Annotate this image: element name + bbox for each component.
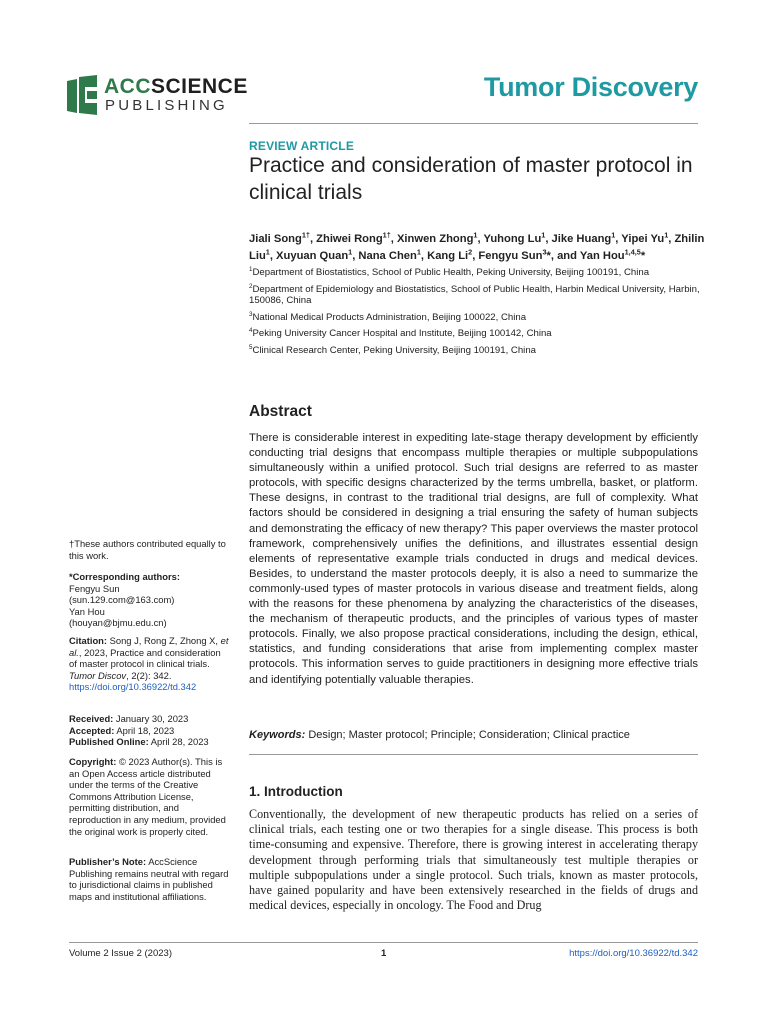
author-separator: ,: [472, 250, 479, 262]
corresponding-marker: *: [640, 250, 646, 262]
published-date: April 28, 2023: [150, 736, 209, 748]
affiliation-item: $^1$Department of Biostatistics, School of Public Health, Peking University, Beijing 100191, China: [249, 265, 650, 278]
affiliation-item: $^5$Clinical Research Center, Peking University, Beijing 100191, China: [249, 343, 536, 356]
author-name: Nana Chen: [358, 250, 417, 262]
header-divider: [249, 123, 698, 124]
corresponding-marker: *: [546, 250, 551, 262]
author-separator: ,: [309, 233, 317, 245]
author-separator: ,: [615, 233, 622, 245]
author-name: Jiali Song: [249, 233, 302, 245]
keywords-label: Keywords:: [249, 729, 306, 741]
footer-divider: [69, 942, 698, 943]
author-affiliation-marker: 3: [542, 247, 547, 257]
equal-contribution-note: †These authors contributed equally to this work.: [69, 538, 226, 561]
copyright-label: Copyright:: [69, 756, 117, 767]
accepted-date: April 18, 2023: [116, 724, 175, 736]
author-separator: ,: [390, 233, 397, 245]
introduction-body: Conventionally, the development of new therapeutic products has relied on a series of clinical trials, each testing one or two therapies for a single disease. This process is both time-consuming and expensive. Therefore, there is growing interest in accelerating therapy development through performing trials that simultaneously test multiple therapies or multiple subpopulations under a single protocol. Such trials, known as master protocols, have gained popularity and have been extensively researched in the fields of drugs and medical devices, especially in oncology. The Food and Drug: [249, 807, 698, 913]
author-separator: ,: [420, 250, 428, 262]
abstract-heading: Abstract: [249, 403, 312, 420]
citation-label: Citation:: [69, 635, 108, 646]
author-name: Kang Li: [427, 250, 469, 262]
author-separator: ,: [477, 233, 484, 245]
author-name: Yipei Yu: [621, 233, 665, 245]
publisher-note-label: Publisher’s Note:: [69, 856, 147, 867]
corresponding-authors: [69, 571, 231, 629]
author-separator: ,: [668, 233, 675, 245]
corresponding-label: *Corresponding authors:: [69, 571, 180, 582]
author-list: [249, 231, 709, 265]
author-affiliation-marker: 1: [611, 230, 616, 240]
page-number: 1: [381, 948, 387, 959]
affiliation-item: $^4$Peking University Cancer Hospital and Institute, Beijing 100142, China: [249, 326, 552, 339]
author-affiliation-marker: 1: [473, 230, 478, 240]
keywords-divider: [249, 754, 698, 755]
author-separator: ,: [269, 250, 277, 262]
citation-doi-link[interactable]: https://doi.org/10.36922/td.342: [69, 681, 197, 693]
keywords-text: Design; Master protocol; Principle; Consideration; Clinical practice: [308, 729, 630, 741]
copyright-block: Copyright: © 2023 Author(s). This is an Open Access article distributed under the terms of the Creative Commons Attribution License, permitting distribution, and reproduction in any medium, provided the original work is properly cited.: [69, 756, 226, 837]
dates-block: Received: January 30, 2023 Accepted: April 18, 2023 Published Online: April 28, 2023: [69, 713, 209, 748]
corr-line: (sun.129.com@163.com): [69, 594, 175, 606]
author-name: Fengyu Sun: [478, 250, 543, 262]
author-affiliation-marker: 1: [265, 247, 270, 257]
author-affiliation-marker: 1: [416, 247, 421, 257]
corr-line: Yan Hou: [69, 605, 105, 617]
affiliation-item: $^3$National Medical Products Administration, Beijing 100022, China: [249, 310, 527, 323]
author-affiliation-marker: 1†: [301, 230, 310, 240]
journal-title: Tumor Discovery: [483, 72, 698, 102]
author-affiliation-marker: 1: [664, 230, 669, 240]
author-affiliation-marker: 1†: [382, 230, 391, 240]
logo-wordmark-top: ACCSCIENCE: [104, 75, 248, 98]
author-separator: , and: [550, 250, 580, 262]
introduction-heading: 1. Introduction: [249, 784, 343, 799]
author-name: Xuyuan Quan: [276, 250, 349, 262]
citation-block: Citation: Song J, Rong Z, Zhong X, et al., 2023, Practice and consideration of master protocol in clinical trials. Tumor Discov, 2(2): 342. https://doi.org/10.36922/td.342: [69, 635, 229, 693]
author-name: Yan Hou: [579, 250, 625, 262]
corr-line: Fengyu Sun: [69, 582, 120, 594]
affiliation-item: $^2$Department of Epidemiology and Biostatistics, School of Public Health, Harbin Medical University, Harbin, 150086, China: [249, 282, 700, 306]
publisher-note: Publisher’s Note: AccScience Publishing remains neutral with regard to jurisdictional claims in published maps and institutional affiliations.: [69, 856, 229, 902]
abstract-body: There is considerable interest in expediting late-stage therapy development by efficiently conducting trial designs that encompass multiple therapies or multiple subpopulations simultaneously within a unified protocol. Such trial designs are referred to as master protocols, with specific designs characterized by the terms umbrella, basket, or platform. These designs, in contrast to the traditional trial designs, are full of complexity. What factors should be considered in designing a trial ensuring the safety of human subjects and demonstrating the efficacy of new therapy? This paper overviews the master protocol framework, comprehensively unifies the definitions, and illustrates essential design elements of representative example trials conducted in drugs and medical devices. Besides, to understand the master protocols deeply, it is also a need to summarize the commonly-used types of master protocols in various disease and treatment fields, along with the reasons for these phenomena by analyzing the characteristics of the diseases, the mechanism of therapeutic products, and the principles of various types of master protocols. Finally, we also propose practical considerations, including the design, ethical, statistics, and funding considerations that arise from implementing complex master protocols. This information serves to guide practitioners in designing more effective trials and identifying potentially valuable therapies.: [249, 432, 698, 686]
article-title: Practice and consideration of master protocol in clinical trials: [249, 154, 693, 204]
author-affiliation-marker: 1,4,5: [624, 247, 641, 257]
article-type: REVIEW ARTICLE: [249, 139, 355, 153]
logo-wordmark-bottom: PUBLISHING: [105, 97, 228, 114]
author-name: Zhiwei Rong: [316, 233, 383, 245]
author-affiliation-marker: 1: [348, 247, 353, 257]
received-date: January 30, 2023: [115, 713, 189, 724]
author-affiliation-marker: 1: [541, 230, 546, 240]
author-separator: ,: [545, 233, 552, 245]
footer-volume: Volume 2 Issue 2 (2023): [69, 948, 172, 959]
author-affiliation-marker: 2: [468, 247, 473, 257]
author-name: Jike Huang: [551, 233, 612, 245]
corr-line: (houyan@bjmu.edu.cn): [69, 617, 167, 629]
author-name: Xinwen Zhong: [396, 233, 474, 245]
author-separator: ,: [352, 250, 359, 262]
publisher-logo: [67, 74, 267, 118]
author-name: Zhilin Liu: [249, 233, 705, 262]
affiliations: [249, 267, 704, 361]
author-name: Yuhong Lu: [483, 233, 542, 245]
keywords: [249, 729, 698, 741]
footer-doi-link[interactable]: https://doi.org/10.36922/td.342: [569, 948, 698, 959]
accscience-logo-icon: [67, 75, 97, 115]
